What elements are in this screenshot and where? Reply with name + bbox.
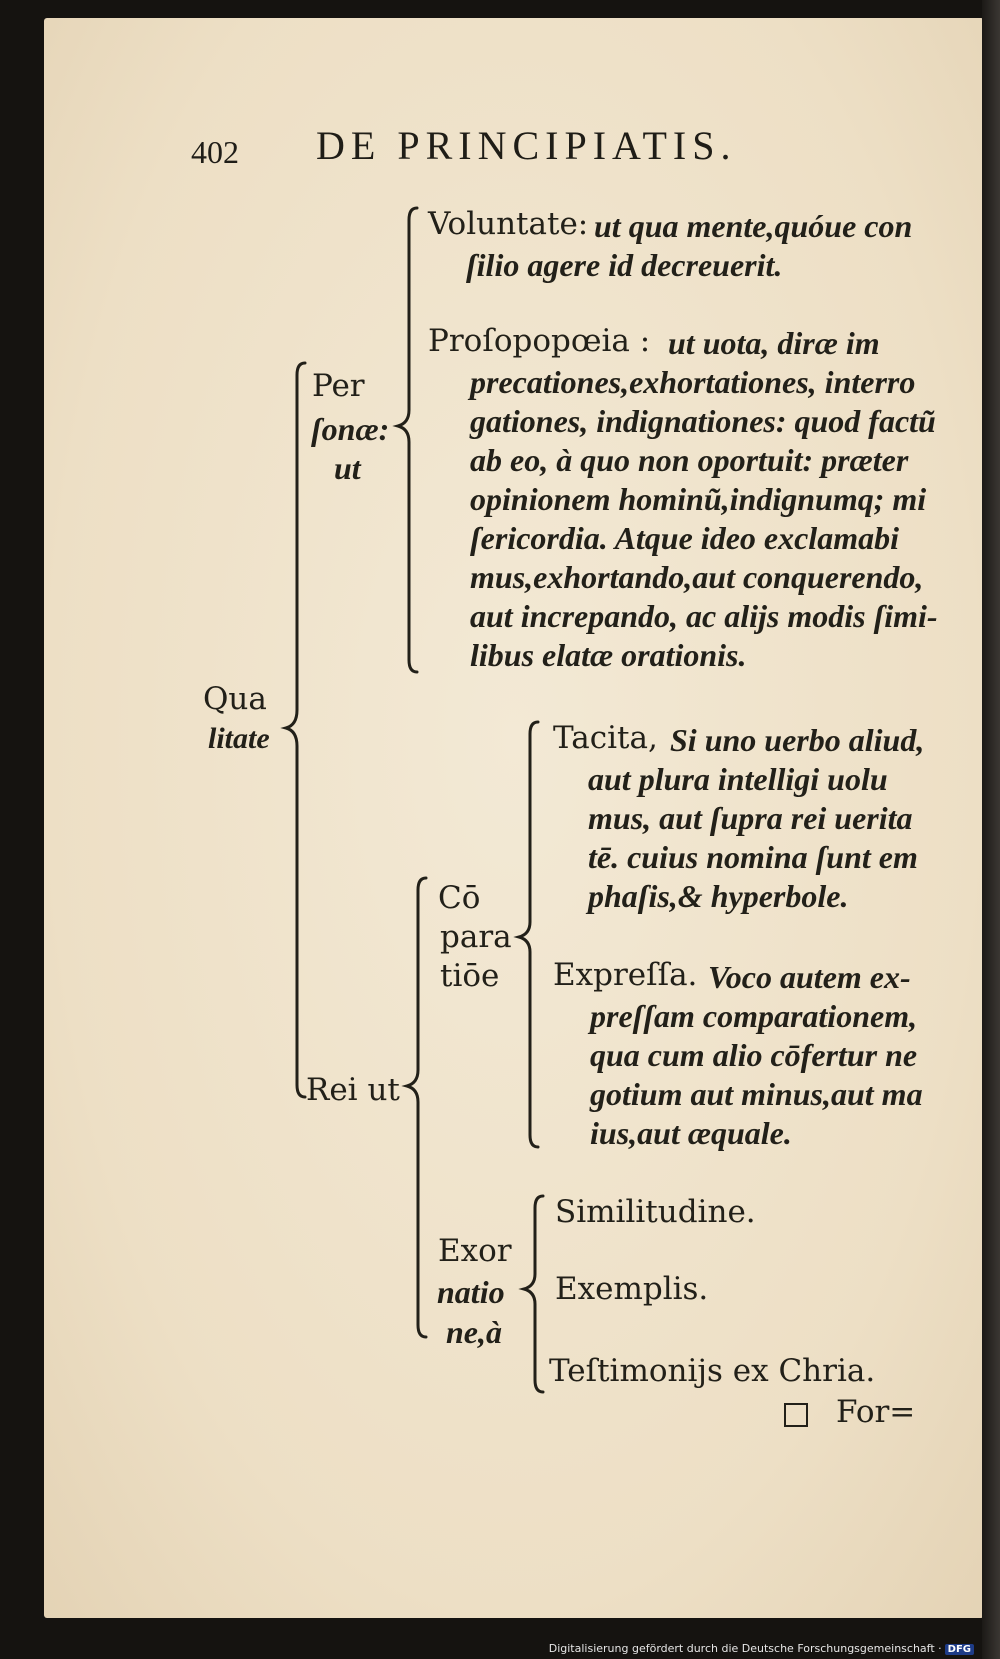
comparatione-label-3: tiōe	[440, 958, 500, 994]
personae-label-2: ſonæ:	[311, 411, 390, 447]
personae-label-3: ut	[334, 450, 361, 486]
voluntate-head: Voluntate:	[428, 206, 589, 242]
rei-label: Rei ut	[306, 1072, 400, 1108]
prosopopoeia-line2: precationes,exhortationes, interro	[470, 364, 916, 400]
dfg-logo-icon: DFG	[945, 1644, 974, 1655]
prosopopoeia-line8: aut increpando, ac alijs modis ſimi-	[470, 598, 938, 634]
prosopopoeia-line3: gationes, indignationes: quod factũ	[470, 403, 936, 439]
prosopopoeia-head: Proſopopœia :	[428, 323, 651, 359]
tacita-line1: Si uno uerbo aliud,	[670, 722, 925, 758]
mark-box	[784, 1403, 808, 1427]
digitization-footer	[549, 1642, 974, 1655]
tacita-line5: phaſis,& hyperbole.	[588, 878, 849, 914]
prosopopoeia-line9: libus elatæ orationis.	[470, 637, 747, 673]
running-title: DE PRINCIPIATIS.	[316, 123, 737, 168]
voluntate-line1: ut qua mente,quóue con	[594, 208, 913, 244]
expressa-line1: Voco autem ex-	[708, 959, 911, 995]
expressa-line4: gotium aut minus,aut ma	[590, 1076, 923, 1112]
prosopopoeia-line5: opinionem hominũ,indignumq; mi	[470, 481, 927, 517]
brace-qualitate	[286, 363, 305, 1097]
personae-label-1: Per	[312, 368, 365, 404]
exornatione-label-3: ne,à	[446, 1314, 502, 1350]
voluntate-line2: ſilio agere id decreuerit.	[466, 247, 783, 283]
tacita-head: Tacita,	[553, 720, 658, 756]
catchword: For=	[836, 1394, 916, 1430]
tacita-line3: mus, aut ſupra rei uerita	[588, 800, 913, 836]
prosopopoeia-line7: mus,exhortando,aut conquerendo,	[470, 559, 924, 595]
prosopopoeia-line4: ab eo, à quo non oportuit: præter	[470, 442, 909, 478]
expressa-line5: ius,aut æquale.	[590, 1115, 792, 1151]
brace-rei	[407, 878, 426, 1337]
exornatione-label-2: natio	[437, 1274, 505, 1310]
prosopopoeia-line6: ſericordia. Atque ideo exclamabi	[470, 520, 899, 556]
exornatione-label-1: Exor	[438, 1233, 512, 1269]
footer-text: Digitalisierung gefördert durch die Deutsche Forschungsgemeinschaft ·	[548, 1642, 942, 1655]
tacita-line4: tē. cuius nomina ſunt em	[588, 839, 918, 875]
exornatione-item: Exemplis.	[555, 1271, 709, 1307]
tacita-line2: aut plura intelligi uolu	[588, 761, 888, 797]
expressa-line2: preſſam comparationem,	[590, 998, 918, 1034]
comparatione-label-2: para	[440, 919, 512, 955]
prosopopoeia-line1: ut uota, diræ im	[668, 325, 880, 361]
page-number: 402	[191, 134, 239, 170]
exornatione-item: Similitudine.	[555, 1194, 756, 1230]
brace-personae	[398, 208, 417, 672]
expressa-line3: qua cum alio cōfertur ne	[590, 1037, 918, 1073]
brace-comparatione	[519, 722, 538, 1147]
comparatione-label-1: Cō	[438, 880, 481, 916]
root-label-2: litate	[208, 722, 270, 755]
exornatione-item: Teſtimonijs ex Chria.	[549, 1353, 876, 1389]
brace-exornatione	[524, 1196, 543, 1392]
root-label-1: Qua	[203, 681, 267, 717]
expressa-head: Expreſſa.	[553, 957, 698, 993]
